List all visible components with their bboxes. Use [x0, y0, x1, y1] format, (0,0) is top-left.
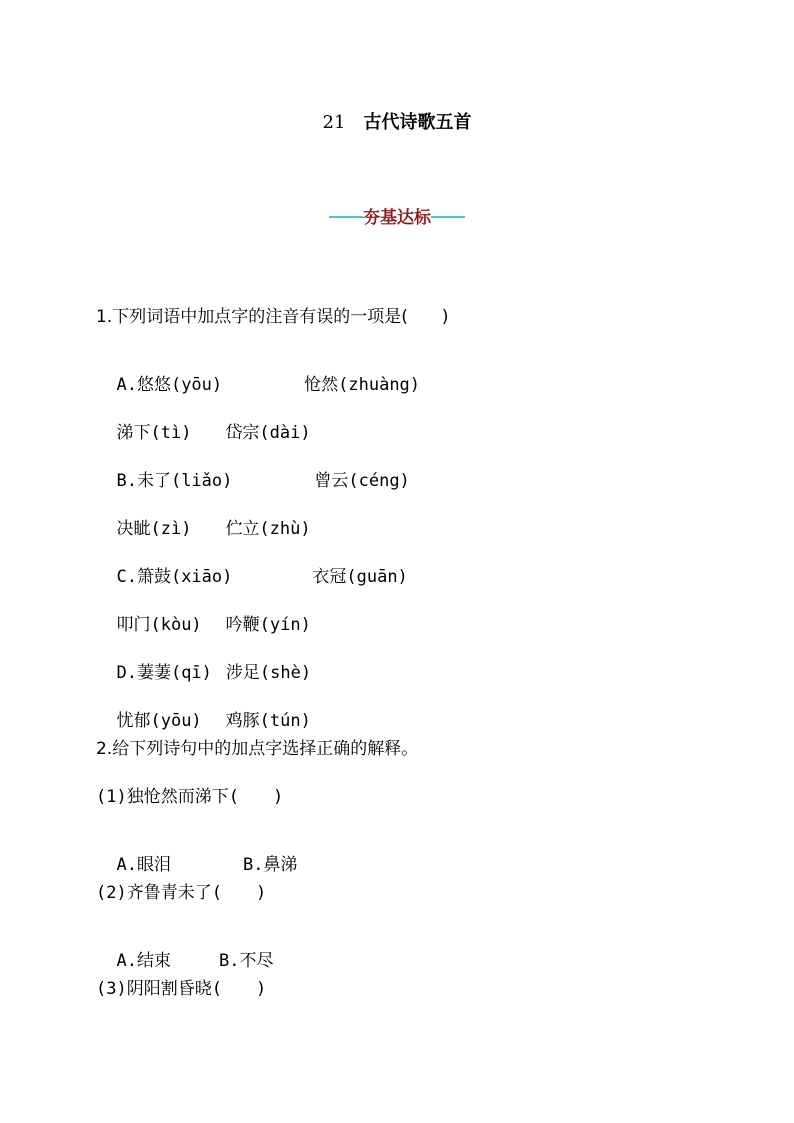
sub-question-2: (2)齐鲁青未了( ) — [96, 883, 267, 903]
option-a-item1: A.悠悠(yōu) — [116, 375, 223, 395]
lesson-number: 21 — [322, 112, 346, 133]
option-c-row1 — [96, 542, 408, 587]
heading-rule-left — [329, 216, 363, 218]
option-a-item4: 岱宗(dài) — [225, 423, 311, 443]
lesson-title: 古代诗歌五首 — [363, 112, 472, 133]
option-a-item3: 涕下(tì) — [116, 423, 192, 443]
sub-question-1: (1)独怆然而涕下( ) — [96, 787, 284, 807]
option-a-row2 — [96, 398, 311, 443]
section-heading — [0, 203, 794, 228]
option-a-row1 — [96, 350, 420, 395]
option-d-item3: 忧郁(yōu) — [116, 711, 202, 731]
option-b-item1: B.未了(liǎo) — [116, 471, 233, 491]
option-a-item2: 怆然(zhuàng) — [304, 375, 421, 395]
option-c-item2: 衣冠(guān) — [312, 567, 408, 587]
question-1-stem: 1.下列词语中加点字的注音有误的一项是( ) — [96, 307, 449, 327]
sub-question-1-options — [96, 830, 297, 875]
option-d-item4: 鸡豚(tún) — [225, 711, 311, 731]
sub-question-1-option-b: B.鼻涕 — [242, 855, 298, 875]
sub-question-1-option-a: A.眼泪 — [116, 855, 171, 875]
option-b-item4: 伫立(zhù) — [225, 519, 311, 539]
option-d-item1: D.萋萋(qī) — [116, 663, 212, 683]
option-c-item4: 吟鞭(yín) — [225, 615, 311, 635]
question-2-stem: 2.给下列诗句中的加点字选择正确的解释。 — [96, 739, 419, 759]
option-b-item3: 决眦(zì) — [116, 519, 192, 539]
option-c-item1: C.箫鼓(xiāo) — [116, 567, 233, 587]
sub-question-2-option-a: A.结束 — [116, 951, 171, 971]
option-b-row2 — [96, 494, 311, 539]
option-d-item2: 涉足(shè) — [225, 663, 312, 683]
heading-rule-right — [431, 216, 465, 218]
option-d-row2 — [96, 686, 311, 731]
option-b-item2: 曾云(céng) — [314, 471, 410, 491]
sub-question-3: (3)阴阳割昏晓( ) — [96, 979, 267, 999]
page-title — [0, 108, 794, 134]
sub-question-2-option-b: B.不尽 — [218, 951, 274, 971]
option-b-row1 — [96, 446, 410, 491]
option-c-item3: 叩门(kòu) — [116, 615, 202, 635]
sub-question-2-options — [96, 926, 273, 971]
option-d-row1 — [96, 638, 311, 683]
section-label: 夯基达标 — [363, 208, 431, 228]
option-c-row2 — [96, 590, 311, 635]
